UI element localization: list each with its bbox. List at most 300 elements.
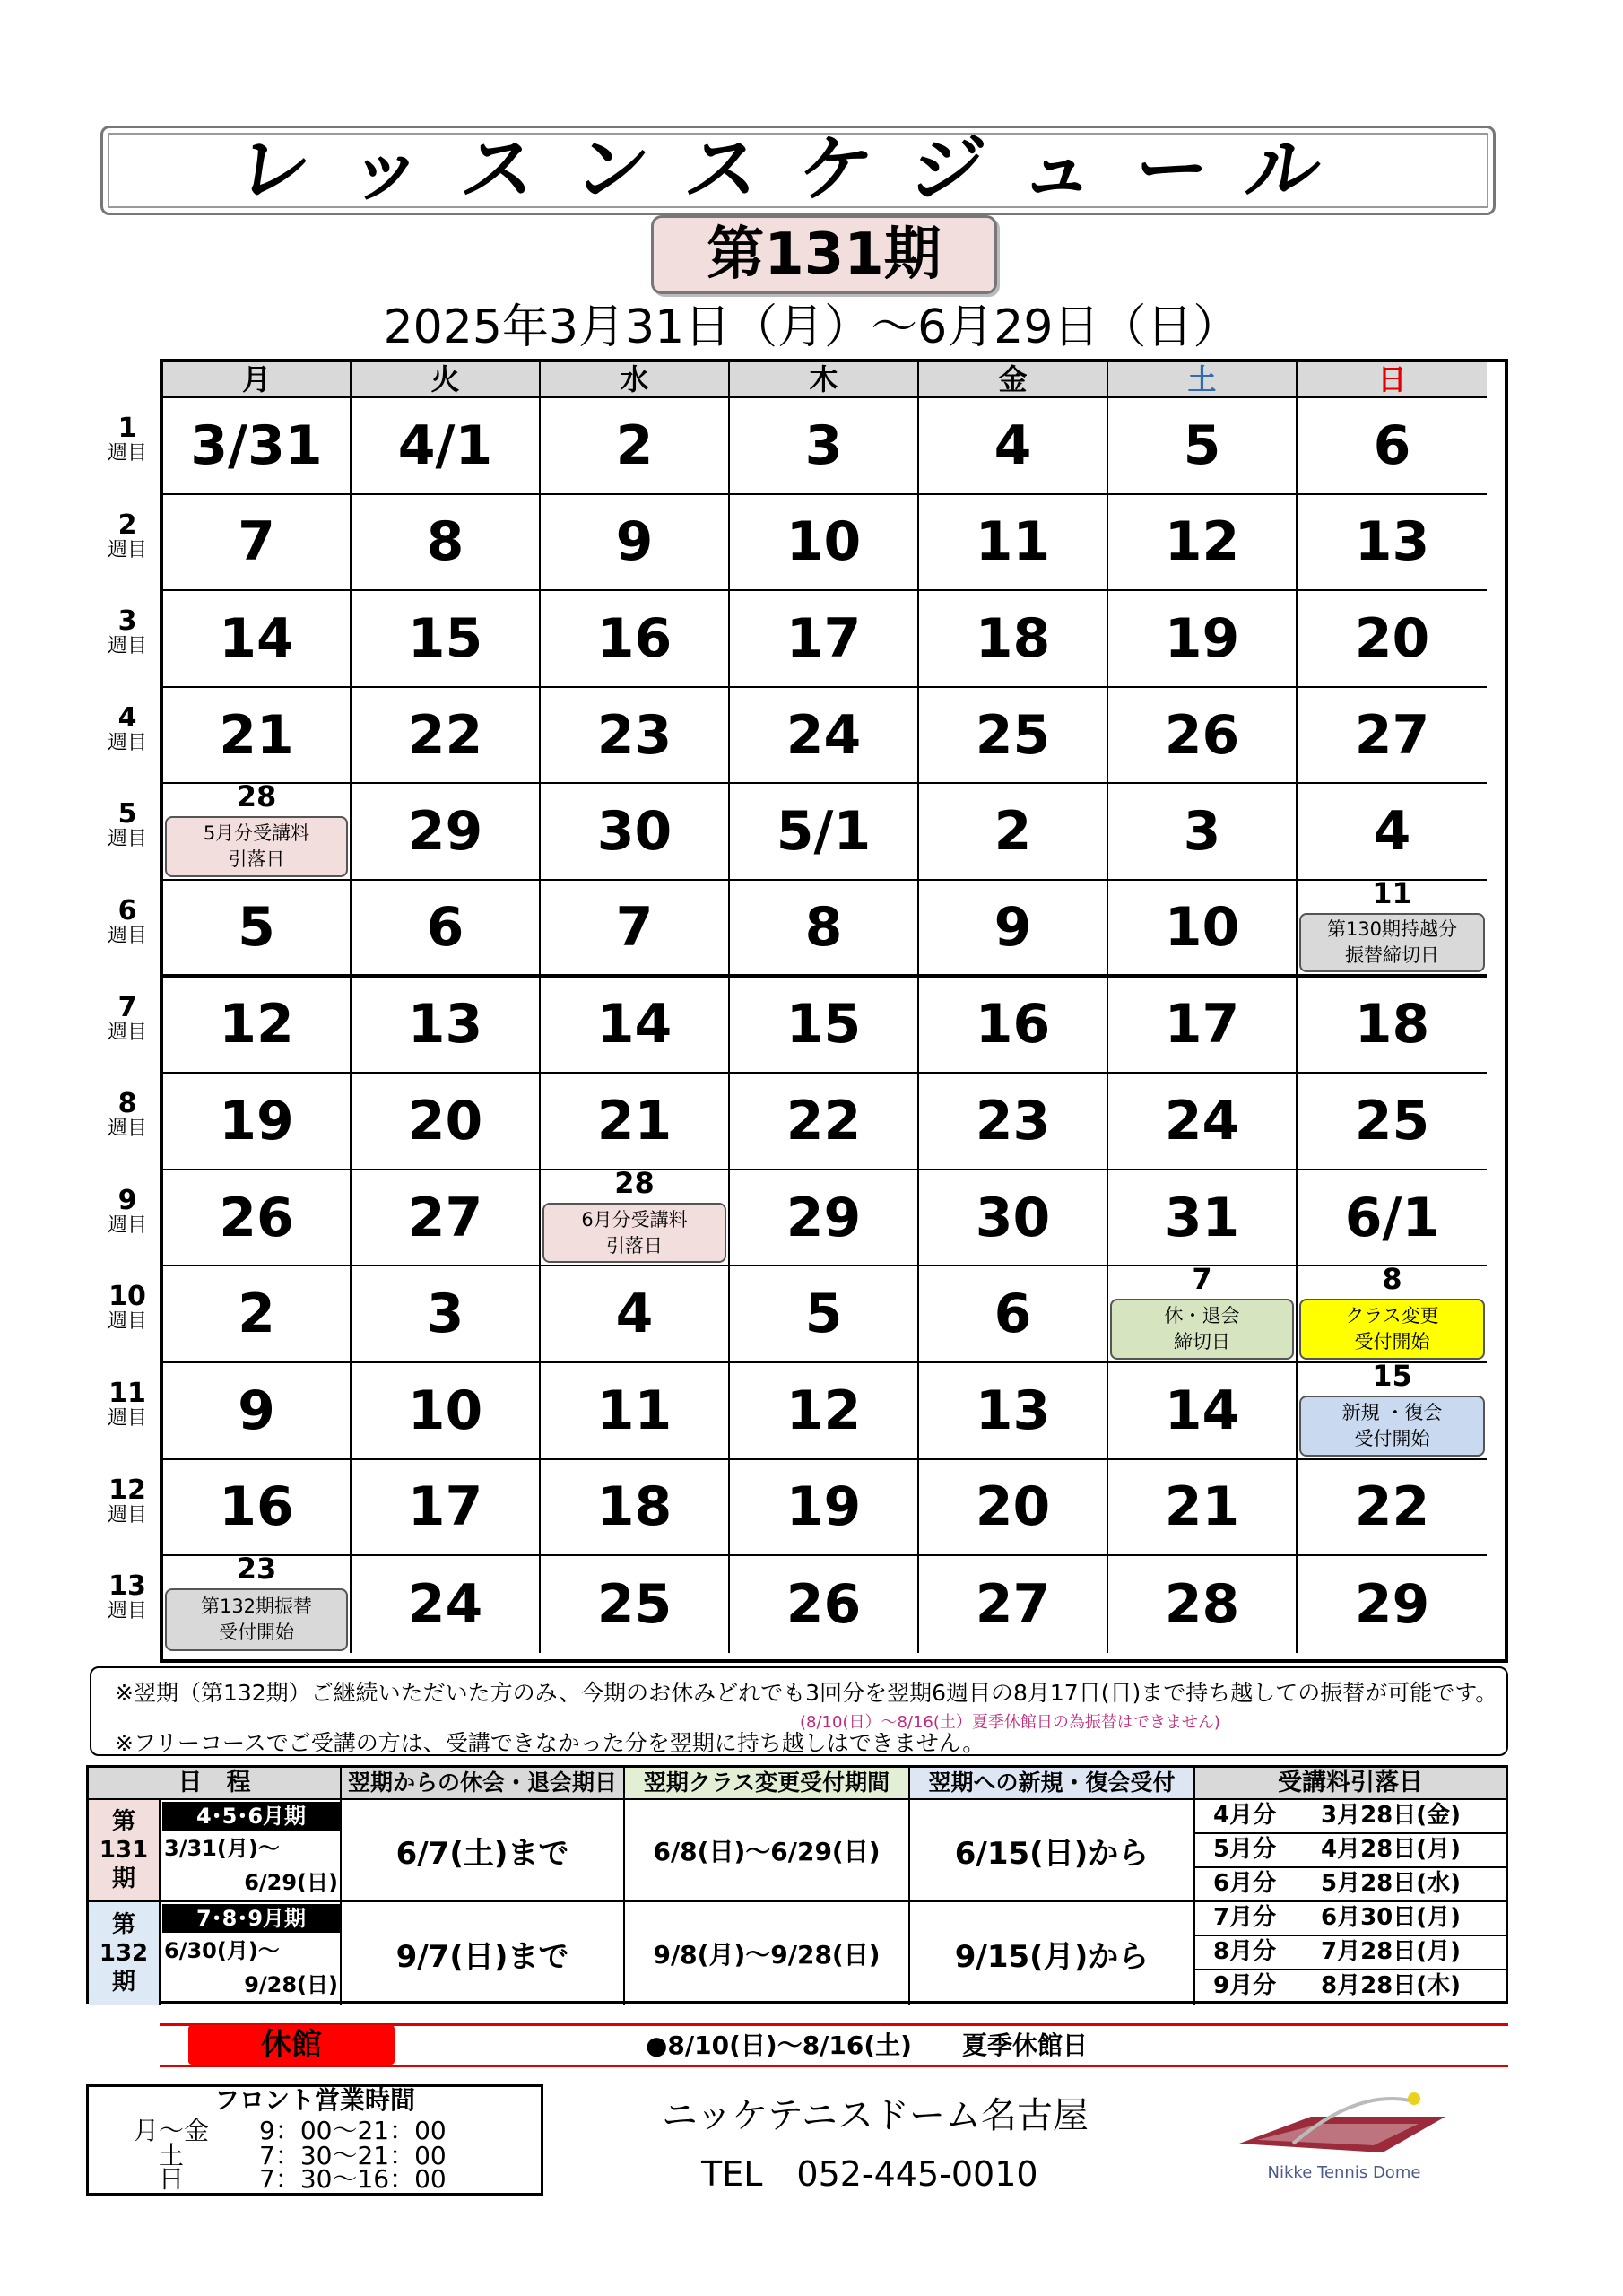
range-end: 6/29(日) [244,1870,338,1895]
day-number: 26 [785,1572,862,1636]
day-number: 3 [426,1283,464,1346]
day-number: 12 [785,1378,862,1442]
day-cell [730,1460,919,1557]
closure-text: ●8/10(日)～8/16(土) 夏季休館日 [646,2031,1088,2060]
day-number: 25 [596,1572,673,1636]
logo-text: Nikke Tennis Dome [1267,2163,1421,2182]
event-note [542,1203,726,1264]
calendar-grid [160,359,1508,1663]
event-note [1299,913,1485,972]
day-number: 4 [994,413,1032,477]
day-number: 29 [407,800,483,864]
day-cell [163,1266,352,1363]
day-number: 20 [1354,606,1430,670]
day-number: 14 [1164,1378,1240,1442]
day-number: 5 [1183,413,1221,477]
day-cell [352,688,541,785]
event-note [1110,1299,1294,1360]
event-note-line: 受付開始 [1354,1427,1430,1449]
day-number: 30 [975,1186,1051,1249]
day-number: 21 [219,703,294,767]
day-number: 3 [1183,800,1221,864]
day-number: 11 [596,1378,673,1442]
fee-date: 8月28日(木) [1321,1972,1462,1999]
week-number: 12 [108,1474,146,1506]
event-note [1299,1396,1485,1457]
week-suffix: 週目 [107,442,147,465]
hours-day: 月～金 [134,2116,210,2145]
day-number: 5 [804,1283,843,1346]
day-number: 14 [596,993,673,1057]
day-cell [1108,1363,1298,1460]
week-label [97,1379,158,1430]
day-cell [1108,495,1298,592]
day-cell [541,978,730,1074]
term-label-part: 期 [111,1866,135,1892]
day-cell [163,591,352,688]
week-number: 6 [117,895,137,926]
week-number: 1 [117,413,137,444]
day-cell [1108,398,1298,495]
day-cell [163,1552,352,1653]
day-cell [1298,784,1487,881]
term-label-part: 132 [99,1940,149,1967]
day-number: 16 [219,1475,294,1539]
note-carryover-sub: (8/10(日）～8/16(土）夏季休館日の為振替はできません) [800,1713,1220,1732]
day-number: 16 [596,606,673,670]
week-number: 4 [117,701,137,734]
day-number: 6 [426,895,464,959]
day-number: 14 [219,606,294,670]
day-number: 19 [785,1475,862,1539]
day-cell [163,881,352,978]
week-number: 11 [108,1378,146,1409]
day-number: 24 [785,703,862,767]
day-cell [730,1170,919,1267]
hours-day: 日 [159,2164,185,2194]
hours-time: 7：30～21：00 [259,2141,447,2170]
day-number: 27 [1354,703,1430,767]
day-number: 11 [1372,876,1412,910]
day-cell [541,398,730,495]
day-cell [352,784,541,881]
day-number: 10 [407,1378,483,1442]
title-banner [100,126,1496,215]
period-range: 2025年3月31日（月）～6月29日（日） [383,300,1240,354]
day-cell [541,784,730,881]
day-cell [163,1170,352,1267]
week-label [97,414,158,465]
day-number: 2 [615,413,654,477]
day-number: 9 [238,1378,275,1442]
day-cell [919,1460,1108,1557]
day-cell [163,779,352,881]
week-suffix: 週目 [107,731,147,754]
day-cell [919,1556,1108,1653]
day-number: 22 [785,1089,862,1152]
week-number: 8 [117,1088,137,1120]
day-cell [541,1165,730,1267]
day-number: 7 [238,510,275,574]
fee-row [1195,1868,1506,1902]
day-number: 31 [1164,1186,1240,1249]
day-cell [163,978,352,1074]
day-cell [163,398,352,495]
event-note-line: 引落日 [228,848,285,871]
day-cell [541,495,730,592]
week-suffix: 週目 [107,1310,147,1334]
day-number: 25 [1354,1089,1430,1152]
day-cell [541,1556,730,1653]
fee-row [1195,1800,1506,1834]
th-new: 翌期への新規・復会受付 [910,1768,1195,1800]
week-suffix: 週目 [107,1021,147,1044]
day-cell [352,1170,541,1267]
week-number: 2 [117,509,137,541]
day-number: 18 [1354,993,1430,1057]
day-cell [730,591,919,688]
day-number: 24 [1164,1089,1240,1152]
note-free-course: ※フリーコースでご受講の方は、受講できなかった分を翌期に持ち越しはできません。 [115,1730,985,1756]
day-cell [541,1074,730,1170]
fee-month: 7月分 [1213,1904,1277,1931]
day-cell [163,1460,352,1557]
week-number: 3 [117,605,137,638]
event-note [1299,1299,1485,1360]
quarter-label: 7･8･9月期 [162,1904,340,1933]
day-number: 19 [1164,606,1240,670]
closure-rule [160,2065,1508,2067]
fee-row [1195,1936,1506,1970]
day-cell [730,978,919,1074]
class-change-period: 6/8(日)～6/29(日) [625,1800,910,1902]
day-cell [541,1363,730,1460]
day-cell [352,1266,541,1363]
term-label-part: 期 [111,1969,135,1996]
day-number: 15 [785,993,862,1057]
day-cell [352,591,541,688]
fee-date: 4月28日(月) [1321,1836,1462,1863]
fee-row [1195,1834,1506,1868]
th-class-change: 翌期クラス変更受付期間 [625,1768,910,1800]
day-number: 4 [1373,800,1411,864]
quarter-label: 4･5･6月期 [162,1802,340,1831]
range-start: 6/30(月)～ [164,1938,280,1963]
week-label [97,701,158,754]
day-cell [1108,1262,1298,1363]
week-label [97,1476,158,1526]
day-cell [352,495,541,592]
day-number: 12 [219,993,294,1057]
hours-time: 9：00～21：00 [259,2116,447,2145]
day-number: 21 [596,1089,673,1152]
hours-box [86,2084,543,2196]
day-number: 7 [615,895,654,959]
range-end: 9/28(日) [244,1972,338,1997]
hours-row [134,2166,447,2193]
fee-date: 3月28日(金) [1321,1802,1462,1829]
fee-date: 6月30日(月) [1321,1904,1462,1931]
week-label [97,991,158,1044]
fee-month: 5月分 [1213,1836,1277,1863]
event-note-line: 5月分受講料 [203,822,310,845]
day-number: 13 [407,993,483,1057]
week-number: 10 [108,1281,146,1313]
week-label [97,1283,158,1333]
day-number: 23 [596,703,673,767]
event-note-line: 新規 ・復会 [1341,1401,1443,1423]
day-cell [163,1074,352,1170]
term-badge: 第131期 [651,215,997,294]
week-suffix: 週目 [107,538,147,561]
day-number: 15 [407,606,483,670]
day-number: 18 [596,1475,673,1539]
day-number: 6 [1373,413,1411,477]
day-number: 22 [407,703,483,767]
day-cell [1298,978,1487,1074]
term-label-part: 第 [111,1911,135,1938]
day-number: 22 [1354,1475,1430,1539]
day-cell [1108,1556,1298,1653]
day-cell [352,1363,541,1460]
day-cell [919,1266,1108,1363]
fee-month: 8月分 [1213,1938,1277,1965]
day-cell [730,688,919,785]
week-suffix: 週目 [107,925,147,947]
day-cell [1108,591,1298,688]
day-cell [1298,591,1487,688]
fee-row [1195,1902,1506,1936]
week-label [97,1184,158,1237]
event-note [165,1588,348,1651]
day-number: 26 [219,1186,294,1249]
day-number: 8 [1382,1262,1402,1297]
day-cell [1298,1460,1487,1557]
week-suffix: 週目 [107,1600,147,1623]
day-number: 17 [407,1475,483,1539]
day-number: 10 [785,510,862,574]
day-cell [919,398,1108,495]
day-number: 20 [975,1475,1051,1539]
event-note-line: 締切日 [1174,1331,1230,1353]
day-cell [730,1363,919,1460]
page-title: レッスンスケジュール [230,127,1366,213]
day-number: 10 [1164,895,1240,959]
event-note-line: 振替締切日 [1345,944,1439,966]
term-label [89,1800,161,1902]
day-number: 24 [407,1572,483,1636]
day-number: 28 [236,779,277,814]
week-number: 5 [117,798,137,831]
day-cell [1108,784,1298,881]
notes-box [90,1666,1508,1756]
day-number: 2 [238,1283,275,1346]
day-cell [1298,1262,1487,1363]
day-number: 9 [615,510,654,574]
range-start: 3/31(月)～ [164,1836,280,1861]
day-cell [1108,881,1298,978]
day-number: 25 [975,703,1051,767]
day-number: 5/1 [776,800,872,864]
event-note-line: 6月分受講料 [581,1208,688,1231]
day-cell [919,1363,1108,1460]
week-label [97,897,158,947]
day-number: 5 [238,895,275,959]
week-suffix: 週目 [107,635,147,658]
event-note [165,816,348,877]
week-suffix: 週目 [107,828,147,851]
week-number: 9 [117,1184,137,1216]
weekday-header: 水 [541,362,730,398]
day-cell [163,495,352,592]
day-cell [730,495,919,592]
leave-deadline: 9/7(日)まで [342,1902,625,2005]
facility-tel: TEL 052-445-0010 [701,2154,1038,2194]
day-cell [919,1074,1108,1170]
event-note-line: 休・退会 [1164,1305,1240,1327]
day-cell [541,688,730,785]
day-number: 16 [975,993,1051,1057]
day-number: 8 [426,510,464,574]
week-label [97,607,158,657]
weekday-header: 土 [1108,362,1298,398]
day-number: 29 [785,1186,862,1249]
day-number: 21 [1164,1475,1240,1539]
day-cell [352,881,541,978]
day-cell [163,688,352,785]
day-cell [1298,688,1487,785]
fee-month: 4月分 [1213,1802,1277,1829]
day-number: 26 [1164,703,1240,767]
day-cell [1298,1170,1487,1267]
week-suffix: 週目 [107,1407,147,1430]
day-number: 17 [785,606,862,670]
day-cell [541,591,730,688]
day-cell [730,784,919,881]
hours-day: 土 [159,2141,185,2170]
weekday-header: 月 [163,362,352,398]
day-number: 8 [804,895,843,959]
event-note-line: 第130期持越分 [1326,918,1458,940]
week-label [97,1090,158,1140]
hours-time: 7：30～16：00 [259,2164,447,2194]
day-number: 28 [1164,1572,1240,1636]
th-fee: 受講料引落日 [1195,1768,1506,1800]
th-schedule: 日 程 [89,1768,342,1800]
day-number: 13 [1354,510,1430,574]
day-cell [1298,1359,1487,1460]
week-number: 7 [117,991,137,1023]
new-enrollment-start: 6/15(日)から [910,1800,1195,1902]
day-cell [1298,398,1487,495]
day-cell [919,688,1108,785]
th-leave: 翌期からの休会・退会期日 [342,1768,625,1800]
week-label [97,1572,158,1622]
day-cell [730,398,919,495]
day-cell [352,1556,541,1653]
weekday-header: 木 [730,362,919,398]
day-cell [541,1266,730,1363]
day-number: 29 [1354,1572,1430,1636]
week-number: 13 [108,1570,146,1603]
day-cell [352,978,541,1074]
day-cell [1298,1556,1487,1653]
class-change-period: 9/8(月)～9/28(日) [625,1902,910,2005]
fee-month: 6月分 [1213,1870,1277,1897]
leave-deadline: 6/7(土)まで [342,1800,625,1902]
day-number: 20 [407,1089,483,1152]
event-note-line: 第132期振替 [200,1595,313,1617]
day-cell [919,881,1108,978]
day-cell [919,495,1108,592]
day-number: 6 [994,1283,1032,1346]
event-note-line: 受付開始 [219,1621,294,1643]
note-carryover: ※翌期（第132期）ご継続いただいた方のみ、今期のお休みどれでも3回分を翌期6週目の8月17日(日)まで持ち越しての振替が可能です。 [115,1680,1498,1706]
weekday-header: 日 [1298,362,1487,398]
day-number: 23 [975,1089,1051,1152]
event-note-line: 受付開始 [1354,1331,1430,1353]
day-cell [1108,978,1298,1074]
day-number: 2 [994,800,1032,864]
day-cell [541,1460,730,1557]
hours-title: フロント営業時間 [213,2085,415,2115]
week-label [97,511,158,561]
weekday-header: 金 [919,362,1108,398]
fee-date: 5月28日(水) [1321,1870,1462,1897]
event-note-line: クラス変更 [1345,1305,1439,1327]
day-number: 6/1 [1344,1186,1440,1249]
term-label-part: 131 [99,1837,149,1864]
day-cell [1108,1074,1298,1170]
day-number: 7 [1192,1262,1212,1297]
day-cell [541,881,730,978]
day-cell [1298,495,1487,592]
day-number: 17 [1164,993,1240,1057]
fee-month: 9月分 [1213,1972,1277,1999]
day-number: 11 [975,510,1051,574]
day-number: 27 [407,1186,483,1249]
day-cell [352,1074,541,1170]
day-cell [1298,876,1487,978]
closure-badge: 休館 [188,2025,395,2065]
fee-row [1195,1970,1506,2005]
day-cell [919,591,1108,688]
event-note-line: 引落日 [606,1234,663,1257]
weekday-header: 火 [352,362,541,398]
day-cell [730,1556,919,1653]
day-number: 18 [975,606,1051,670]
day-number: 28 [614,1165,655,1200]
day-cell [730,1074,919,1170]
day-cell [163,1363,352,1460]
day-cell [1108,688,1298,785]
day-number: 13 [975,1378,1051,1442]
day-cell [919,1170,1108,1267]
day-cell [1108,1460,1298,1557]
new-enrollment-start: 9/15(月)から [910,1902,1195,2005]
day-cell [1298,1074,1487,1170]
day-number: 3/31 [190,413,323,477]
week-suffix: 週目 [107,1118,147,1141]
schedule-table [86,1765,1508,2004]
week-label [97,800,158,850]
day-number: 9 [994,895,1032,959]
day-cell [730,881,919,978]
day-number: 12 [1164,510,1240,574]
day-cell [730,1266,919,1363]
day-number: 27 [975,1572,1051,1636]
day-number: 3 [804,413,843,477]
